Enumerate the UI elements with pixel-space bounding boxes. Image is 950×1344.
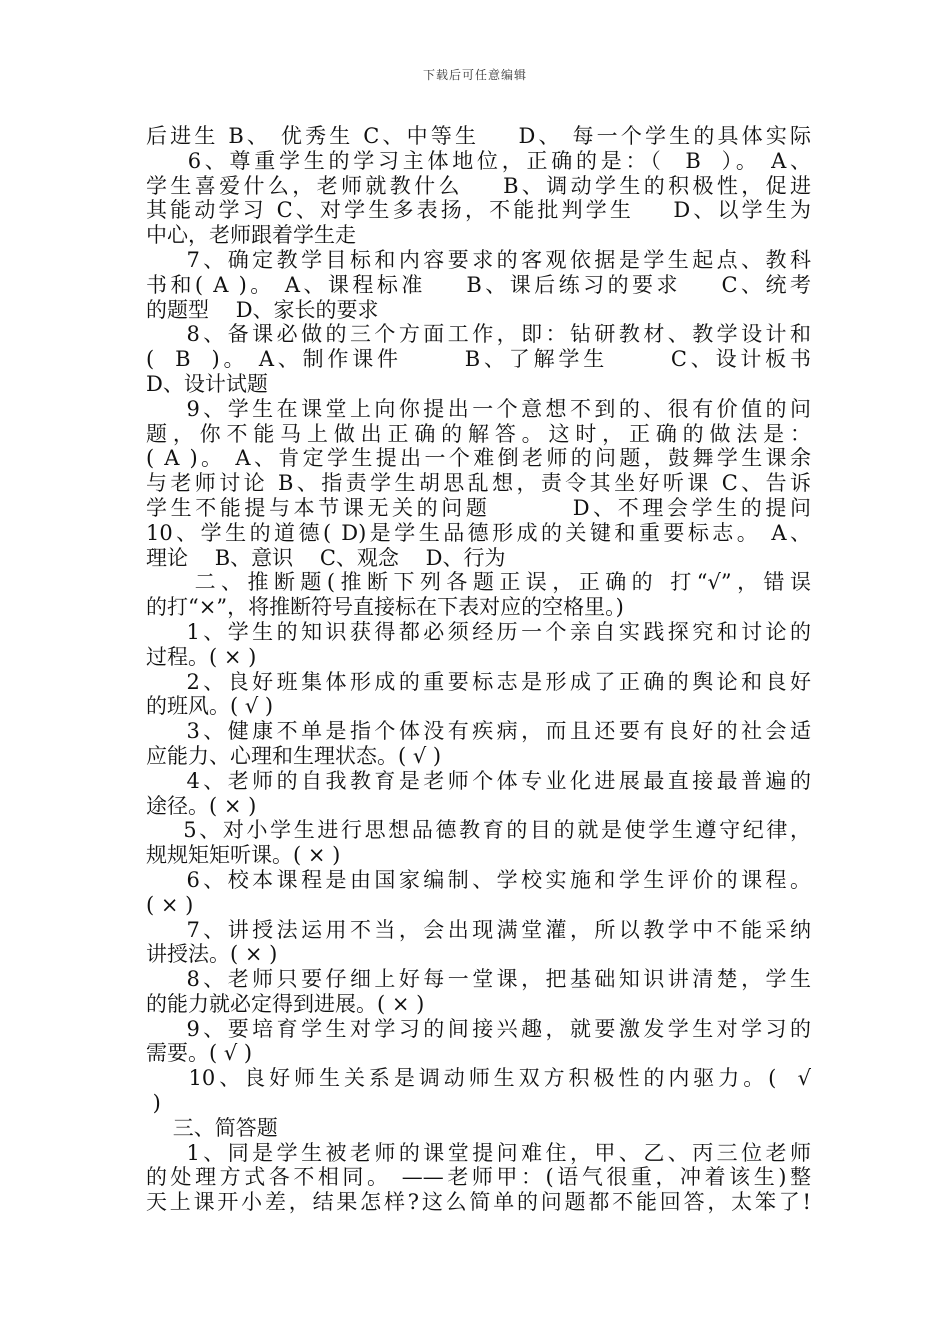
text-line: 学生不能提与本节课无关的问题 D、不理会学生的提问 xyxy=(146,495,811,520)
text-line: 其能动学习 C、对学生多表扬，不能批判学生 D、以学生为 xyxy=(146,198,811,223)
text-line: 7、讲授法运用不当，会出现满堂灌，所以教学中不能采纳 xyxy=(146,917,811,942)
text-line: 三、简答题 xyxy=(146,1115,278,1140)
text-line: 讲授法。( × ) xyxy=(146,942,278,967)
document-body xyxy=(146,124,811,1215)
text-line: 需要。( √ ) xyxy=(146,1041,253,1066)
page-header: 下载后可任意编辑 xyxy=(422,68,527,82)
text-line: 的处理方式各不相同。 ——老师甲：(语气很重，冲着该生)整 xyxy=(146,1165,811,1190)
text-line: 1、同是学生被老师的课堂提问难住，甲、乙、丙三位老师 xyxy=(146,1140,811,1165)
text-line: 规规矩矩听课。( × ) xyxy=(146,843,341,868)
text-line: 7、确定教学目标和内容要求的客观依据是学生起点、教科 xyxy=(146,247,811,272)
text-line: 9、要培育学生对学习的间接兴趣，就要激发学生对学习的 xyxy=(146,1016,811,1041)
text-line: D、设计试题 xyxy=(146,371,268,396)
text-line: 书和( A )。 A、课程标准 B、课后练习的要求 C、统考 xyxy=(146,272,811,297)
text-line: ) xyxy=(146,1091,161,1116)
text-line: 3、健康不单是指个体没有疾病，而且还要有良好的社会适 xyxy=(146,719,811,744)
text-line: 的打“×”，将推断符号直接标在下表对应的空格里。) xyxy=(146,595,624,620)
text-line: ( A )。 A、肯定学生提出一个难倒老师的问题，鼓舞学生课余 xyxy=(146,446,811,471)
text-line: 5、对小学生进行思想品德教育的目的就是使学生遵守纪律， xyxy=(146,818,811,843)
text-line: 后进生 B、 优秀生 C、中等生 D、 每一个学生的具体实际 xyxy=(146,124,811,148)
text-line: 10、良好师生关系是调动师生双方积极性的内驱力。( √ xyxy=(146,1066,811,1091)
text-line: 6、校本课程是由国家编制、学校实施和学生评价的课程。 xyxy=(146,867,811,892)
text-line: 1、学生的知识获得都必须经历一个亲自实践探究和讨论的 xyxy=(146,619,811,644)
text-line: 的能力就必定得到进展。( × ) xyxy=(146,991,425,1016)
text-line: 题，你不能马上做出正确的解答。这时，正确的做法是： xyxy=(146,421,811,446)
text-line: 10、学生的道德( D)是学生品德形成的关键和重要标志。 A、 xyxy=(146,520,811,545)
text-line: 的班风。( √ ) xyxy=(146,694,274,719)
text-line: 应能力、心理和生理状态。( √ ) xyxy=(146,743,442,768)
text-line: 学生喜爱什么，老师就教什么 B、调动学生的积极性，促进 xyxy=(146,173,811,198)
text-line: ( B )。 A、制作课件 B、了解学生 C、设计板书 xyxy=(146,347,811,372)
text-line: 的题型 D、家长的要求 xyxy=(146,297,379,322)
text-line: 理论 B、意识 C、观念 D、行为 xyxy=(146,545,506,570)
text-line: 2、良好班集体形成的重要标志是形成了正确的舆论和良好 xyxy=(146,669,811,694)
text-line: 4、老师的自我教育是老师个体专业化进展最直接最普遍的 xyxy=(146,768,811,793)
text-line: 与老师讨论 B、指责学生胡思乱想，责令其坐好听课 C、告诉 xyxy=(146,471,811,496)
text-line: 8、备课必做的三个方面工作，即：钻研教材、教学设计和 xyxy=(146,322,811,347)
text-line: ( × ) xyxy=(146,892,194,917)
text-line: 途径。( × ) xyxy=(146,793,257,818)
text-line: 二、推断题(推断下列各题正误，正确的 打“√”，错误 xyxy=(146,570,811,595)
text-line: 9、学生在课堂上向你提出一个意想不到的、很有价值的问 xyxy=(146,396,811,421)
text-line: 6、尊重学生的学习主体地位，正确的是：（ B ）。 A、 xyxy=(146,148,811,173)
text-line: 天上课开小差，结果怎样?这么简单的问题都不能回答，太笨了! xyxy=(146,1190,811,1215)
text-line: 8、老师只要仔细上好每一堂课，把基础知识讲清楚，学生 xyxy=(146,967,811,992)
text-line: 过程。( × ) xyxy=(146,644,257,669)
text-line: 中心，老师跟着学生走 xyxy=(146,223,356,248)
